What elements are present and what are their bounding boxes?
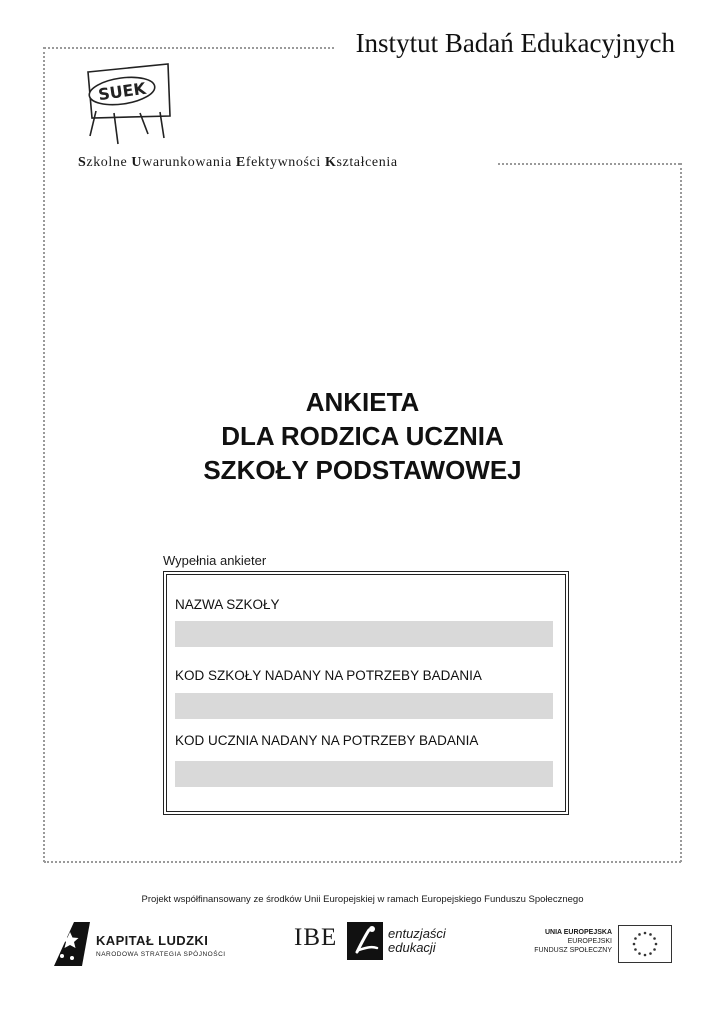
eu-star [638, 952, 641, 955]
eu-star [644, 954, 647, 957]
student-code-input[interactable] [175, 761, 553, 787]
tagline-word-ksztalcenia: ształcenia [336, 155, 398, 170]
frame-top-border [44, 47, 334, 49]
title-line-3: SZKOŁY PODSTAWOWEJ [203, 455, 522, 485]
ue-line-1: UNIA EUROPEJSKA [544, 929, 612, 936]
funding-note: Projekt współfinansowany ze środków Unii Europejskiej w ramach Europejskiego Funduszu Społecznego [141, 894, 584, 905]
frame-right-top-border [498, 163, 680, 165]
tagline-initial-e: E [235, 155, 246, 170]
eu-fund-text [520, 928, 612, 955]
kapital-ludzki-subtitle: NARODOWA STRATEGIA SPÓJNOŚCI [96, 951, 226, 958]
kapital-ludzki-text [96, 933, 226, 958]
tagline-word-uwarunkowania: warunkowania [142, 155, 236, 170]
frame-bottom-border [44, 861, 681, 863]
tagline-word-szkolne: zkolne [86, 155, 132, 170]
eu-star [649, 933, 652, 936]
tagline-initial-k: K [324, 155, 337, 170]
kapital-ludzki-title: KAPITAŁ LUDZKI [96, 933, 209, 948]
school-name-input[interactable] [175, 621, 553, 647]
eu-star [638, 933, 641, 936]
eu-star [653, 937, 656, 940]
tagline [78, 155, 404, 171]
eu-flag-icon [618, 925, 672, 963]
kapital-ludzki-logo [52, 920, 92, 968]
ibe-logo-text: IBE [294, 924, 338, 951]
eu-star [655, 943, 658, 946]
title-line-1: ANKIETA [305, 387, 420, 417]
document-title [0, 385, 725, 487]
entuzjasci-text [388, 927, 446, 955]
tagline-word-efektywnosci: fektywności [245, 155, 325, 170]
title-line-2: DLA RODZICA UCZNIA [221, 421, 504, 451]
fill-by-interviewer-label: Wypełnia ankieter [163, 553, 267, 568]
eu-star [644, 932, 647, 935]
frame-right-border [680, 163, 682, 862]
eu-star [653, 948, 656, 951]
ue-line-2: EUROPEJSKI [567, 938, 612, 945]
interviewer-form-box [163, 571, 569, 815]
suek-logo [84, 58, 176, 150]
eu-star [634, 948, 637, 951]
eu-star [634, 937, 637, 940]
tagline-initial-u: U [131, 155, 143, 170]
suek-logo-text: SUEK [97, 78, 148, 105]
entuzjasci-line-2: edukacji [388, 940, 436, 955]
eu-star [633, 943, 636, 946]
school-name-label: NAZWA SZKOŁY [175, 597, 280, 612]
school-code-label: KOD SZKOŁY NADANY NA POTRZEBY BADANIA [175, 668, 482, 683]
institute-name: Instytut Badań Edukacyjnych [350, 28, 675, 59]
ue-line-3: FUNDUSZ SPOŁECZNY [534, 947, 612, 954]
student-code-label: KOD UCZNIA NADANY NA POTRZEBY BADANIA [175, 733, 479, 748]
school-code-input[interactable] [175, 693, 553, 719]
eu-star [649, 952, 652, 955]
entuzjasci-edukacji-icon [347, 922, 383, 960]
tagline-initial-s: S [78, 155, 87, 170]
entuzjasci-line-1: entuzjaści [388, 926, 446, 941]
